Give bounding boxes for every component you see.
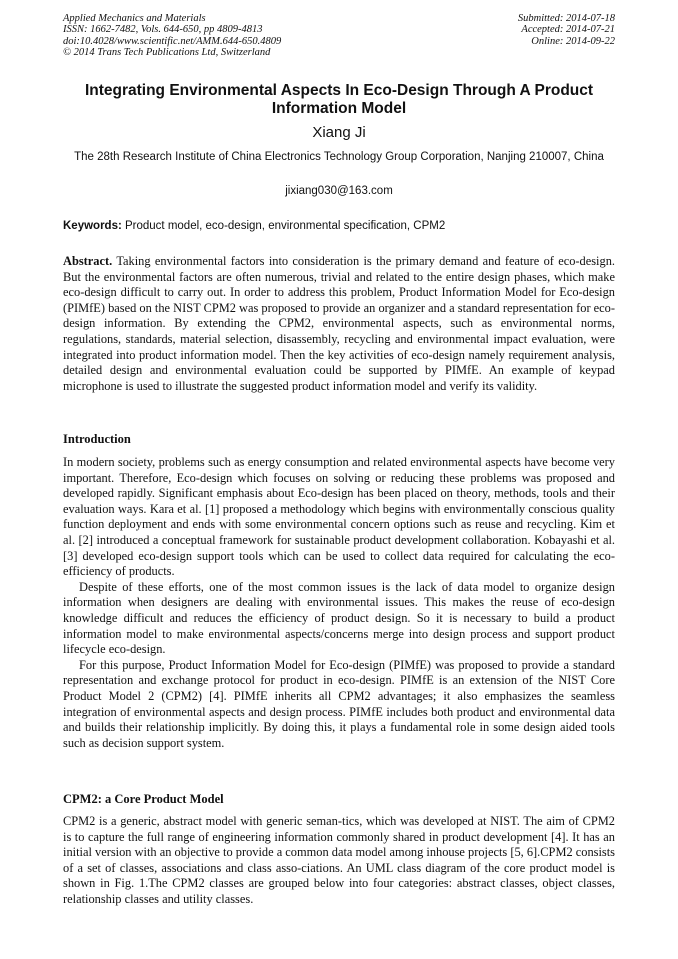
author-affiliation: The 28th Research Institute of China Electronics Technology Group Corporation, Nanjing 210007, China (74, 151, 604, 163)
cpm2-heading: CPM2: a Core Product Model (63, 792, 224, 806)
introduction-heading: Introduction (63, 432, 131, 446)
cpm2-paragraph: CPM2 is a generic, abstract model with generic seman-tics, which was developed at NIST. The aim of CPM2 is to capture the full range of engineering information commonly shared in product development [4]. It has an initial version with an objective to provide a common data model among inhouse projects [5, 6].CPM2 consists of a set of classes, associations and class asso-ciations. An UML class diagram of the core product model is shown in Fig. 1.The CPM2 classes are grouped below into four categories: abstract classes, object classes, relationship classes and utility classes. (63, 814, 615, 906)
date-online: Online: 2014-09-22 (531, 35, 615, 47)
date-submitted: Submitted: 2014-07-18 (517, 13, 615, 24)
journal-name: Applied Mechanics and Materials (63, 13, 206, 24)
intro-paragraph-2: Despite of these efforts, one of the most common issues is the lack of data model to organize design information when designers are dealing with environmental issues. This makes the reuse of eco-design knowledge difficult and reduces the efficiency of product design. So it is necessary to build a product information model to make environmental aspects/concerns merge into design process and support product lifecycle eco-design. (63, 579, 615, 657)
abstract-text: Taking environmental factors into consideration is the primary demand and feature of eco-design. But the environmental factors are often numerous, trivial and related to the entire design phases, which make eco-design difficult to carry out. In order to address this problem, Product Information Model for Eco-design (PIMfE) based on the NIST CPM2 was proposed to provide an organizer and a standard representation for eco-design information. By extending the CPM2, environmental aspects, such as environmental norms, regulations, standards, material selection, disassembly, recycling and environmental impact evaluation, were integrated into product information model. Then the key activities of eco-design namely requirement analysis, detailed design and environmental evaluation could be supported by PIMfE. An example of keypad microphone is used to illustrate the suggested product information model and verify its validity. (63, 254, 615, 393)
paper-author: Xiang Ji (312, 124, 366, 141)
journal-copyright: © 2014 Trans Tech Publications Ltd, Switzerland (63, 46, 271, 58)
journal-issn: ISSN: 1662-7482, Vols. 644-650, pp 4809-4813 (63, 24, 263, 36)
date-accepted: Accepted: 2014-07-21 (521, 24, 615, 36)
abstract (63, 254, 615, 394)
introduction-body (63, 455, 615, 751)
intro-paragraph-3: For this purpose, Product Information Model for Eco-design (PIMfE) was proposed to provide a standard representation and exchange protocol for product in eco-design. PIMfE is an extension of the NIST Core Product Model 2 (CPM2) [4]. PIMfE inherits all CPM2 advantages; it also emphasizes the seamless integration of environmental aspects and design process. PIMfE includes both product and environmental data and builds their relationship implicitly. By doing this, it plays a fundamental role in some design aided tools such as decision support system. (63, 657, 615, 750)
paper-title: Integrating Environmental Aspects In Eco-Design Through A Product Information Model (84, 82, 594, 117)
author-email: jixiang030@163.com (285, 185, 393, 197)
journal-doi: doi:10.4028/www.scientific.net/AMM.644-650.4809 (63, 35, 282, 47)
keywords-text: Product model, eco-design, environmental specification, CPM2 (125, 220, 446, 232)
keywords-label: Keywords: (63, 220, 122, 232)
submission-dates (518, 13, 615, 47)
cpm2-body (63, 814, 615, 908)
abstract-label: Abstract. (63, 254, 113, 268)
journal-info (63, 13, 281, 58)
intro-paragraph-1: In modern society, problems such as energy consumption and related environmental aspects have become very important. Therefore, Eco-design which focuses on solving or reducing these problems was proposed and developed rapidly. Significant emphasis about Eco-design has been placed on theory, methods, tools and their evaluation ways. Kara et al. [1] proposed a methodology which begins with environmentally conscious quality function deployment and ends with some environmental concern options such as reuse and recycling. Kim et al. [2] introduced a conceptual framework for sustainable product development collaboration. Kobayashi et al. [3] developed eco-design support tools which can be used to collect data required for calculating the eco-efficiency of products. (63, 455, 615, 579)
keywords (63, 220, 615, 232)
